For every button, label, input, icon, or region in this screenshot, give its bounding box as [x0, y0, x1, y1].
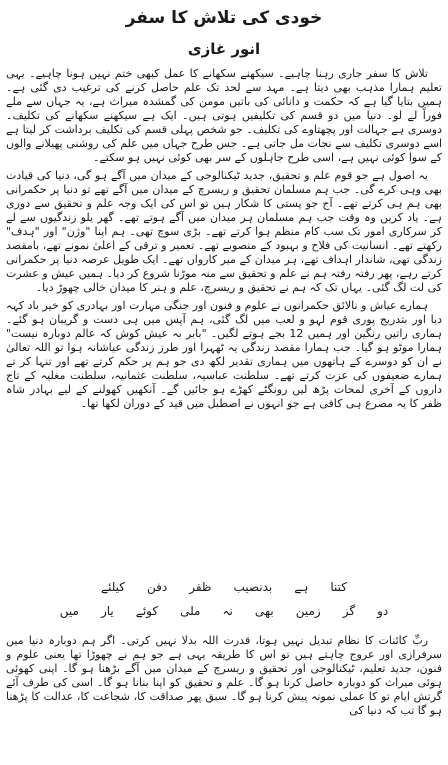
- paragraph: یہ اصول ہے جو قوم علم و تحقیق، جدید ٹیکنالوجی کے میدان میں آگے ہو گی، دنیا کی قیادت بھی وہی کرے گی۔ جب ہم مسلمان تحقیق و ریسرچ کے میدان میں آگے تھے تو دنیا پر حکمرانی بھی ہم ہی کرتے تھے۔ آج جو پستی کا شکار ہیں تو اس کی ایک وجہ علم و تحقیق سے دوری ہے۔ یاد کریں وہ وقت جب ہم مسلمان ہر میدان میں آگے ہوتے تھے۔ گھر یلو زندگیوں سے لے کر سرکاری امور تک سب کام منظم ہوا کرتے تھے۔ بڑی سوچ تھی۔ ہم اپنا "وژن" اور "ہدف" رکھتے تھے۔ انسانیت کی فلاح و بہبود کے منصوبے تھے۔ تعمیر و ترقی کے اعلیٰ نمونے تھے، بامقصد زندگی تھی، شاندار اہداف تھے، ہر میدان کے میر کارواں تھے۔ ایک طویل عرصہ دنیا پر حکمرانی کرتے رہے، پھر رفتہ رفتہ ہم نے علم و تحقیق سے منہ موڑنا شروع کر دیا۔ ہمیں عیش و عشرت کی لت لگ گئی۔ یہاں تک کہ ہم نے تحقیق و ریسرچ، علم و ہنر کا میدان خالی چھوڑ دیا۔: [6, 169, 442, 294]
- article-title: خودی کی تلاش کا سفر: [125, 8, 323, 28]
- verse-word: ظفر: [189, 580, 212, 594]
- verse-word: گز: [342, 604, 356, 618]
- verse-word: بدنصیب: [233, 580, 273, 594]
- verse-word: دو: [377, 604, 389, 618]
- verse-word: ملی: [180, 604, 201, 618]
- verse-word: کیلئے: [101, 580, 126, 594]
- closing-paragraph: ربِّ کائنات کا نظام تبدیل نہیں ہوتا، قدرت اللہ بدلا نہیں کرتی۔ اگر ہم دوبارہ دنیا میں سرفرازی اور عروج چاہتے ہیں تو اس کا طریقہ یہی ہے جو ہم نے چھوڑا تھا یعنی علوم و فنون، جدید تعلیم، ٹیکنالوجی اور تحقیق و ریسرچ کے میدان میں آگے بڑھنا ہو گا۔ اپنی کھوئی ہوئی میراث کو دوبارہ حاصل کرنا ہو گا۔ علم و تحقیق کو اپنا بنانا ہو گا۔ اسی کی طرف آئے گرتش ایام تو کا عملی نمونہ پیش کرنا ہو گا۔ سبق پھر صداقت کا، شجاعت کا، عدالت کا پڑھنا ہو گا تب کہ دنیا کی: [6, 634, 442, 717]
- article-body: [6, 67, 442, 415]
- verse-word: ہے: [294, 580, 309, 594]
- closing-body: [6, 634, 442, 718]
- verse-word: نہ: [222, 604, 233, 618]
- verse-line-2: [0, 602, 448, 620]
- paragraph: ہمارے عیاش و نالائق حکمرانوں نے علوم و فنون اور جنگی مہارت اور بہادری کو خیر باد کہہ دیا اور بتدریج پوری قوم لہو و لعب میں لگ گئی، ہم آپس میں ہی دست و گریبان ہو گئے۔ ہماری راتیں رنگین اور ہمیں 12 بجے ہوتے لگیں۔ "بابر بہ عیش کوش کہ عالم دوبارہ نیست" ہمارا موٹو ہو گیا۔ جب ہمارا مقصد زندگی یہ ٹھہرا اور طرز زندگی عیاشانہ ہوا تو اللہ تعالیٰ نے ان کو دوسرے کے ہاتھوں میں ہماری تقدیر لکھ دی جو ہم پر حکم کرتے تھے اور تنہا کر تے ہمارے ضعیفوں کی عزت کرتے تھے۔ سلطنت عباسیہ، سلطنت عثمانیہ، سلطنت مغلیہ کے تاج داروں کے آخری لمحات پڑھ لیں رونگٹے کھڑے ہو جائیں گے۔ آنکھیں کھولنے کے لیے بہادر شاہ ظفر کا یہ مصرع ہی کافی ہے جو انہوں نے اصطبل میں قید کے دوران لکھا تھا۔: [6, 299, 442, 410]
- verse-word: بھی: [254, 604, 274, 618]
- paragraph: تلاش کا سفر جاری رہنا چاہیے۔ سیکھنے سکھانے کا عمل کبھی ختم نہیں ہونا چاہیے۔ یہی تعلیم ہمارا مذہب بھی دیتا ہے۔ مہد سے لحد تک علم حاصل کرنے کی ترغیب دی گئی ہے۔ ہمیں بتایا گیا ہے کہ حکمت و دانائی کی باتیں مومن کی گمشدہ میراث ہے، یہ جہاں سے ملے فوراً لے لو۔ دنیا میں دو قسم کی تکلیفیں ہوتی ہیں۔ ایک ہے سیکھنے سکھانے کی تکلیف۔ دوسری ہے جہالت اور پچھتاوے کی تکلیف۔ جو شخص پہلی قسم کی تکلیف برداشت کر لیتا ہے اسے دوسری تکلیف سے نجات مل جاتی ہے۔ جس طرح جہاں میں علم کی روشنی پھیلانے والوں کے سوا کوئی نہیں ہے، اسی طرح جاہلوں کے سر بھی کوئی نہیں ہو سکتے۔: [6, 67, 442, 164]
- verse-word: کتنا: [330, 580, 347, 594]
- verse-word: دفن: [147, 580, 168, 594]
- verse-line-1: [0, 578, 448, 596]
- verse-word: کوئے: [135, 604, 159, 618]
- verse-word: یار: [100, 604, 114, 618]
- verse-word: زمین: [295, 604, 321, 618]
- verse-word: میں: [59, 604, 79, 618]
- author-name: انور غازی: [187, 40, 261, 58]
